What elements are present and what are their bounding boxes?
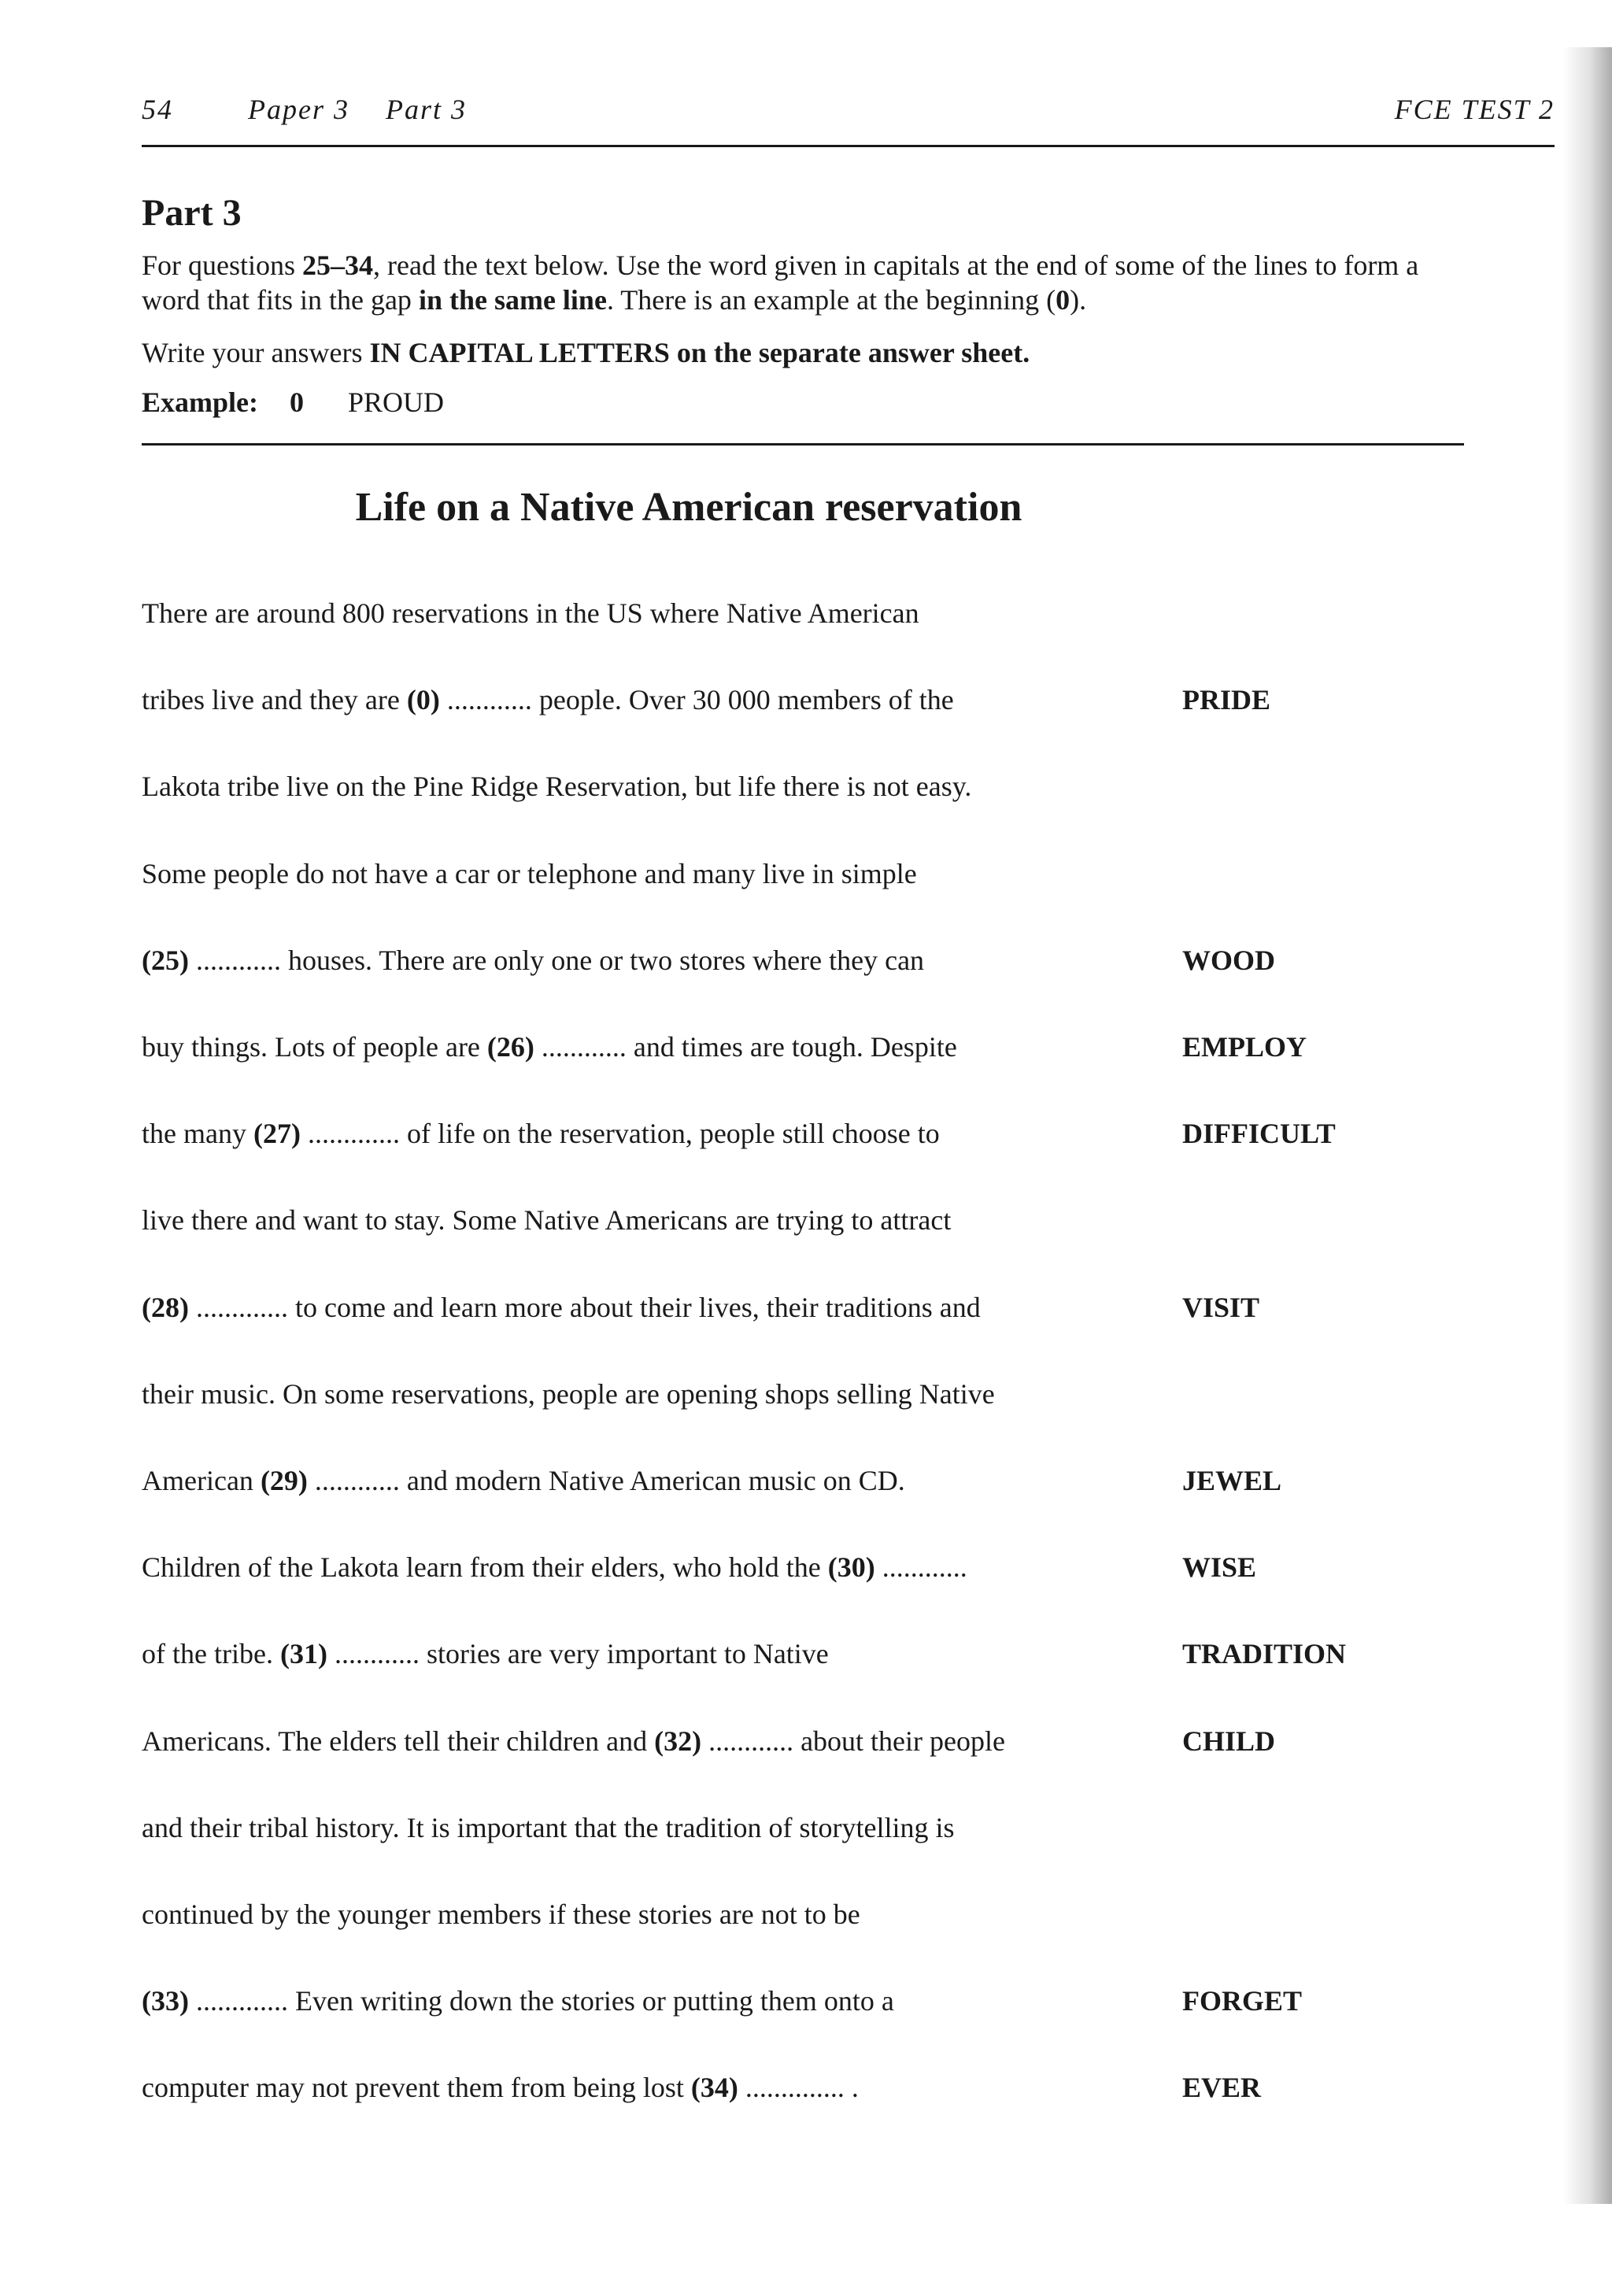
line-text: ............. Even writing down the stories or putting them onto a: [188, 1985, 894, 2017]
gap-number: (26): [486, 1031, 534, 1063]
part-label: Part 3: [386, 94, 468, 125]
write-instruction: Write your answers IN CAPITAL LETTERS on the separate answer sheet.: [142, 337, 1030, 368]
header-rule: [142, 145, 1555, 147]
text-line: [142, 857, 917, 890]
line-text: .............. .: [738, 2072, 859, 2103]
stem-word: WISE: [1182, 1551, 1257, 1583]
stem-word: FORGET: [1182, 1985, 1303, 2017]
line-text: ............ people. Over 30 000 members of the: [439, 684, 954, 715]
line-text: ............. to come and learn more about their lives, their traditions and: [188, 1292, 981, 1323]
line-text: of the tribe.: [142, 1638, 280, 1669]
line-text: tribes live and they are: [142, 684, 407, 715]
line-text: the many: [142, 1118, 253, 1149]
scan-page-edge: [1563, 47, 1612, 2204]
text-line: [142, 770, 971, 803]
test-label: FCE TEST 2: [1394, 94, 1555, 125]
text-line: [142, 1984, 894, 2017]
capital-letters-emphasis: IN CAPITAL LETTERS on the separate answer sheet.: [369, 337, 1030, 368]
part-heading: Part 3: [142, 192, 242, 234]
line-text: their music. On some reservations, people are opening shops selling Native: [142, 1378, 995, 1410]
page-number: 54: [142, 94, 173, 125]
line-text: and their tribal history. It is important that the tradition of storytelling is: [142, 1812, 955, 1843]
question-range: 25–34: [302, 250, 374, 281]
text-line: [142, 1637, 829, 1670]
line-text: Lakota tribe live on the Pine Ridge Reservation, but life there is not easy.: [142, 771, 972, 802]
line-text: Children of the Lakota learn from their elders, who hold the: [142, 1551, 828, 1583]
line-text: There are around 800 reservations in the US where Native American: [142, 597, 919, 629]
line-text: ............ and times are tough. Despite: [534, 1031, 957, 1063]
text-line: [142, 1203, 951, 1237]
line-text: computer may not prevent them from being lost: [142, 2072, 691, 2103]
line-text: Some people do not have a car or telephone and many live in simple: [142, 858, 917, 889]
text-line: [142, 944, 924, 977]
text-title: Life on a Native American reservation: [355, 485, 1022, 530]
stem-word: EVER: [1182, 2072, 1262, 2103]
stem-word: WOOD: [1182, 945, 1276, 976]
gap-number: (25): [142, 945, 189, 976]
gap-number: (34): [690, 2072, 738, 2103]
text-line: [142, 1030, 957, 1063]
example-label: Example:: [142, 386, 258, 418]
same-line-emphasis: in the same line: [418, 284, 607, 316]
text-line: [142, 1464, 905, 1497]
stem-word: VISIT: [1182, 1292, 1260, 1323]
line-text: Americans. The elders tell their children and: [142, 1725, 655, 1757]
text-line: [142, 597, 919, 630]
text-line: [142, 1811, 955, 1844]
gap-number: (33): [142, 1985, 189, 2017]
text-line: [142, 1117, 940, 1150]
line-text: buy things. Lots of people are: [142, 1031, 487, 1063]
line-text: live there and want to stay. Some Native Americans are trying to attract: [142, 1204, 952, 1236]
text-line: [142, 1725, 1005, 1758]
paper-label: Paper 3: [248, 94, 349, 125]
text-line: [142, 1551, 967, 1584]
line-text: ............ and modern Native American music on CD.: [307, 1465, 905, 1496]
line-text: ............: [874, 1551, 967, 1583]
page-header: [142, 93, 1555, 132]
gap-number: (28): [142, 1292, 189, 1323]
text-line: [142, 1377, 995, 1411]
instructions-paragraph: For questions 25–34, read the text below. Use the word given in capitals at the end of some of the lines to form a word that fits in the gap in the same line. There is an example at the beginning (0).: [142, 250, 1419, 316]
line-text: ............ about their people: [701, 1725, 1005, 1757]
gap-number: (32): [654, 1725, 702, 1757]
text-line: [142, 683, 954, 716]
line-text: continued by the younger members if these stories are not to be: [142, 1899, 860, 1930]
example: [142, 386, 445, 419]
text-line: [142, 2071, 859, 2104]
stem-word: DIFFICULT: [1182, 1118, 1336, 1149]
instructions: [142, 248, 1480, 370]
example-number: 0: [290, 386, 304, 418]
example-answer: PROUD: [348, 386, 445, 418]
gap-number: (27): [253, 1118, 301, 1149]
stem-word: EMPLOY: [1182, 1031, 1307, 1063]
line-text: ............ houses. There are only one or two stores where they can: [188, 945, 925, 976]
stem-word: JEWEL: [1182, 1465, 1282, 1496]
line-text: ............ stories are very important to Native: [327, 1638, 829, 1669]
stem-word: PRIDE: [1182, 684, 1271, 715]
gap-number: (29): [260, 1465, 308, 1496]
stem-word: CHILD: [1182, 1725, 1276, 1757]
line-text: American: [142, 1465, 261, 1496]
text-line: [142, 1291, 981, 1324]
text-line: [142, 1898, 860, 1931]
stem-word: TRADITION: [1182, 1638, 1347, 1669]
line-text: ............. of life on the reservation, people still choose to: [300, 1118, 940, 1149]
gap-number: (31): [279, 1638, 327, 1669]
section-rule: [142, 443, 1464, 446]
gap-number: (30): [827, 1551, 875, 1583]
gap-number: (0): [406, 684, 440, 715]
